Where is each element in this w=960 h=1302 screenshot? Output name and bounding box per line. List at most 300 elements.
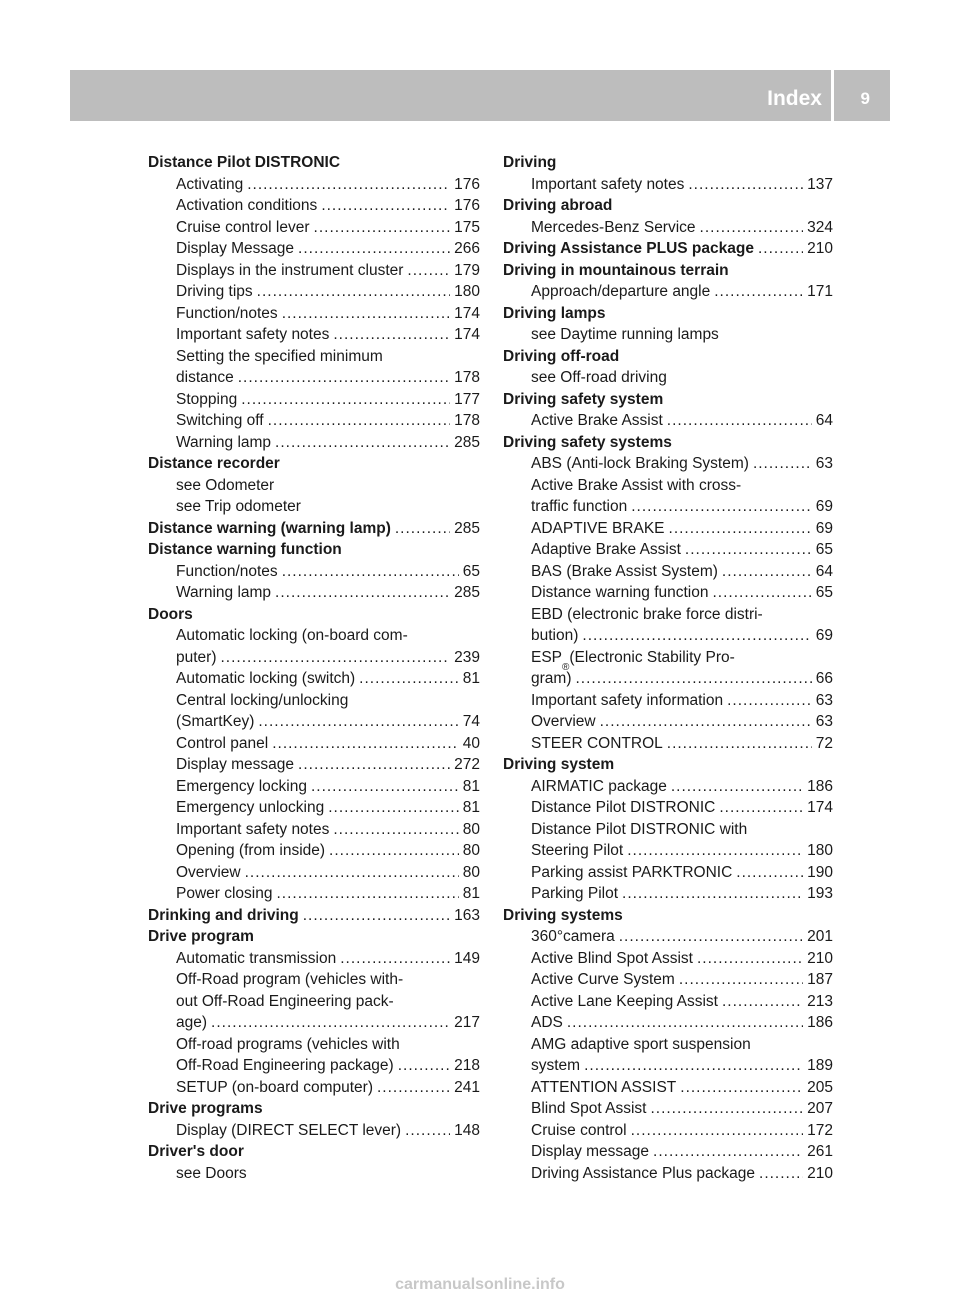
leader-dots bbox=[282, 303, 450, 325]
sub-entry[interactable] bbox=[148, 238, 480, 260]
sub-entry[interactable] bbox=[503, 969, 833, 991]
page-ref[interactable]: 174 bbox=[454, 326, 480, 343]
index-line[interactable] bbox=[531, 1012, 833, 1034]
index-line[interactable] bbox=[176, 582, 480, 604]
index-line[interactable] bbox=[176, 1055, 480, 1077]
page-ref[interactable]: 80 bbox=[462, 863, 480, 881]
index-line[interactable] bbox=[531, 969, 833, 991]
index-line[interactable] bbox=[176, 496, 480, 518]
sub-entry[interactable] bbox=[148, 217, 480, 239]
index-line bbox=[176, 991, 480, 1013]
sub-entry[interactable] bbox=[503, 1012, 833, 1034]
sub-entry-text-cont: puter) bbox=[176, 648, 217, 666]
sub-entry[interactable] bbox=[148, 840, 480, 862]
index-line[interactable] bbox=[176, 174, 480, 196]
sub-entry-text: Distance warning function bbox=[531, 584, 709, 601]
index-line[interactable] bbox=[176, 797, 480, 819]
leader-dots bbox=[238, 367, 450, 389]
index-line[interactable] bbox=[176, 1163, 480, 1185]
leader-dots bbox=[398, 1055, 450, 1077]
page-ref[interactable]: 171 bbox=[807, 283, 833, 300]
sub-entry-text: Emergency locking bbox=[176, 777, 307, 795]
index-line[interactable] bbox=[531, 1077, 833, 1099]
page-ref[interactable]: 163 bbox=[454, 906, 480, 924]
page-ref[interactable]: 324 bbox=[807, 218, 833, 236]
sub-entry-text: Adaptive Brake Assist bbox=[531, 541, 681, 558]
sub-entry-text: Activating bbox=[176, 175, 244, 193]
index-line[interactable] bbox=[531, 991, 833, 1013]
page-ref[interactable]: 80 bbox=[462, 842, 480, 859]
page-ref[interactable]: 174 bbox=[807, 799, 833, 816]
entry-heading: Driving in mountainous terrain bbox=[503, 261, 729, 279]
leader-dots bbox=[582, 625, 811, 647]
index-line[interactable] bbox=[531, 217, 833, 239]
sub-entry-text: Parking assist PARKTRONIC bbox=[531, 863, 733, 881]
page-ref[interactable]: 64 bbox=[815, 562, 833, 580]
sub-entry-text: Off-road programs (vehicles with bbox=[176, 1035, 400, 1053]
index-line[interactable] bbox=[531, 776, 833, 798]
index-line[interactable] bbox=[531, 883, 833, 905]
index-entry bbox=[148, 604, 480, 905]
sub-entry-text: Automatic transmission bbox=[176, 949, 337, 967]
page-ref[interactable]: 207 bbox=[807, 1100, 833, 1117]
sub-entry[interactable] bbox=[148, 754, 480, 776]
page-ref[interactable]: 186 bbox=[807, 777, 833, 795]
leader-dots bbox=[667, 733, 812, 755]
index-line[interactable] bbox=[531, 367, 833, 389]
sub-entry-text-cont: (SmartKey) bbox=[176, 713, 255, 730]
page-ref[interactable]: 210 bbox=[807, 240, 833, 257]
leader-dots bbox=[314, 217, 451, 239]
index-line[interactable] bbox=[176, 647, 480, 669]
page-ref[interactable]: 213 bbox=[807, 992, 833, 1010]
sub-entry-text: Automatic locking (on-board com- bbox=[176, 627, 408, 644]
leader-dots bbox=[713, 582, 812, 604]
sub-entry[interactable] bbox=[148, 625, 480, 668]
leader-dots bbox=[753, 453, 812, 475]
page-ref[interactable]: 63 bbox=[815, 713, 833, 730]
sub-entry[interactable] bbox=[503, 518, 833, 540]
index-line[interactable] bbox=[531, 324, 833, 346]
leader-dots bbox=[714, 281, 803, 303]
sub-entry[interactable] bbox=[148, 1120, 480, 1142]
sub-entry[interactable] bbox=[148, 969, 480, 1034]
page-ref[interactable]: 69 bbox=[815, 627, 833, 644]
index-line[interactable] bbox=[531, 797, 833, 819]
sub-entry[interactable] bbox=[503, 604, 833, 647]
sub-entry[interactable] bbox=[148, 260, 480, 282]
index-line[interactable] bbox=[148, 905, 480, 927]
sub-entry[interactable] bbox=[148, 346, 480, 389]
leader-dots bbox=[759, 1163, 803, 1185]
index-line[interactable] bbox=[148, 518, 480, 540]
sub-entry-text-cont: out Off-Road Engineering pack- bbox=[176, 992, 394, 1010]
sub-entry-text: Display message bbox=[176, 756, 295, 773]
sub-entry[interactable] bbox=[503, 948, 833, 970]
sub-entry-text: Emergency unlocking bbox=[176, 799, 325, 816]
page-ref[interactable]: 189 bbox=[807, 1057, 833, 1074]
index-entry bbox=[503, 754, 833, 905]
sub-entry[interactable] bbox=[148, 195, 480, 217]
sub-entry-text: Active Blind Spot Assist bbox=[531, 949, 693, 967]
page-ref[interactable]: 81 bbox=[462, 885, 480, 902]
sub-entry-text: Automatic locking (switch) bbox=[176, 670, 356, 687]
entry-heading: Drive program bbox=[148, 928, 254, 945]
index-line[interactable] bbox=[531, 518, 833, 540]
entry-heading: Driving safety systems bbox=[503, 433, 672, 451]
sub-entry-text: Opening (from inside) bbox=[176, 842, 326, 859]
leader-dots bbox=[258, 711, 458, 733]
index-line[interactable] bbox=[176, 776, 480, 798]
page-ref[interactable]: 186 bbox=[807, 1014, 833, 1031]
index-line[interactable] bbox=[531, 1141, 833, 1163]
sub-entry[interactable] bbox=[503, 475, 833, 518]
sub-entry[interactable] bbox=[503, 174, 833, 196]
sub-entry[interactable] bbox=[503, 1163, 833, 1185]
sub-entry[interactable] bbox=[148, 324, 480, 346]
index-line[interactable] bbox=[531, 1055, 833, 1077]
index-entry bbox=[503, 303, 833, 346]
page-ref[interactable]: 69 bbox=[815, 498, 833, 515]
sub-entry[interactable] bbox=[503, 862, 833, 884]
page-ref[interactable]: 201 bbox=[807, 928, 833, 945]
sub-entry[interactable] bbox=[148, 496, 480, 518]
index-line[interactable] bbox=[176, 1012, 480, 1034]
index-line[interactable] bbox=[531, 668, 833, 690]
entry-heading: Driving abroad bbox=[503, 197, 613, 214]
index-line[interactable] bbox=[531, 840, 833, 862]
index-line[interactable] bbox=[531, 582, 833, 604]
sub-entry[interactable] bbox=[503, 991, 833, 1013]
sub-entry[interactable] bbox=[148, 883, 480, 905]
leader-dots bbox=[311, 776, 459, 798]
sub-entry-text-cont: traffic function bbox=[531, 498, 628, 515]
index-entry bbox=[503, 346, 833, 389]
page-ref[interactable]: 63 bbox=[815, 455, 833, 472]
sub-entry[interactable] bbox=[148, 281, 480, 303]
index-line[interactable] bbox=[176, 948, 480, 970]
sub-entry-text: see Off-road driving bbox=[531, 369, 667, 386]
index-line[interactable] bbox=[176, 475, 480, 497]
index-line bbox=[531, 604, 833, 626]
sub-entry[interactable] bbox=[148, 389, 480, 411]
sub-entry[interactable] bbox=[503, 281, 833, 303]
index-entry bbox=[503, 195, 833, 238]
sub-entry[interactable] bbox=[148, 1077, 480, 1099]
index-line[interactable] bbox=[531, 561, 833, 583]
leader-dots bbox=[619, 926, 803, 948]
index-line[interactable] bbox=[531, 281, 833, 303]
page-ref[interactable]: 285 bbox=[454, 584, 480, 601]
index-line[interactable] bbox=[176, 389, 480, 411]
sub-entry-text: Active Brake Assist bbox=[531, 412, 663, 429]
index-line bbox=[176, 625, 480, 647]
sub-entry[interactable] bbox=[148, 948, 480, 970]
page-ref[interactable]: 285 bbox=[454, 519, 480, 537]
index-line[interactable] bbox=[531, 1120, 833, 1142]
sub-entry[interactable] bbox=[503, 539, 833, 561]
index-line bbox=[176, 1034, 480, 1056]
sub-entry[interactable] bbox=[148, 174, 480, 196]
index-line bbox=[176, 690, 480, 712]
entry-heading: Drinking and driving bbox=[148, 906, 299, 924]
sub-entry[interactable] bbox=[148, 1034, 480, 1077]
sub-entry[interactable] bbox=[503, 1098, 833, 1120]
sub-entry[interactable] bbox=[503, 582, 833, 604]
leader-dots bbox=[245, 862, 459, 884]
sub-entry[interactable] bbox=[503, 1034, 833, 1077]
sub-entry-text: Active Lane Keeping Assist bbox=[531, 992, 718, 1010]
index-line[interactable] bbox=[176, 840, 480, 862]
sub-entry[interactable] bbox=[503, 711, 833, 733]
sub-entry[interactable] bbox=[503, 690, 833, 712]
sub-entry[interactable] bbox=[148, 668, 480, 690]
sub-entry[interactable] bbox=[148, 582, 480, 604]
leader-dots bbox=[211, 1012, 450, 1034]
page-ref[interactable]: 72 bbox=[815, 734, 833, 752]
index-line[interactable] bbox=[176, 862, 480, 884]
leader-dots bbox=[584, 1055, 803, 1077]
sub-entry[interactable] bbox=[503, 217, 833, 239]
index-line[interactable] bbox=[176, 217, 480, 239]
page-ref[interactable]: 176 bbox=[454, 175, 480, 193]
sub-entry[interactable] bbox=[503, 367, 833, 389]
sub-entry-text: Display message bbox=[531, 1143, 650, 1160]
entry-heading: Doors bbox=[148, 605, 193, 623]
page-ref[interactable]: 176 bbox=[454, 197, 480, 214]
sub-entry[interactable] bbox=[503, 733, 833, 755]
page-ref[interactable]: 149 bbox=[454, 949, 480, 967]
page-ref[interactable]: 40 bbox=[462, 734, 480, 752]
leader-dots bbox=[736, 862, 803, 884]
sub-entry[interactable] bbox=[503, 453, 833, 475]
index-line[interactable] bbox=[176, 668, 480, 690]
leader-dots bbox=[277, 883, 459, 905]
page-ref[interactable]: 148 bbox=[454, 1121, 480, 1139]
page-ref[interactable]: 80 bbox=[462, 820, 480, 838]
index-line[interactable] bbox=[531, 733, 833, 755]
index-line[interactable] bbox=[531, 410, 833, 432]
index-line[interactable] bbox=[176, 819, 480, 841]
leader-dots bbox=[340, 948, 450, 970]
index-line[interactable] bbox=[176, 432, 480, 454]
index-line[interactable] bbox=[176, 711, 480, 733]
sub-entry-text: Control panel bbox=[176, 734, 269, 752]
page-ref[interactable]: 205 bbox=[807, 1078, 833, 1096]
index-line[interactable] bbox=[176, 410, 480, 432]
page-ref[interactable]: 174 bbox=[454, 304, 480, 322]
index-line[interactable] bbox=[176, 883, 480, 905]
index-column-left bbox=[148, 152, 480, 1184]
page-ref[interactable]: 193 bbox=[807, 885, 833, 902]
sub-entry-text: Warning lamp bbox=[176, 433, 272, 451]
sub-entry[interactable] bbox=[503, 926, 833, 948]
index-line[interactable] bbox=[176, 733, 480, 755]
page-ref[interactable]: 239 bbox=[454, 648, 480, 666]
sub-entry-text: Important safety information bbox=[531, 691, 724, 709]
sub-entry[interactable] bbox=[148, 776, 480, 798]
sub-entry[interactable] bbox=[503, 324, 833, 346]
index-line[interactable] bbox=[176, 303, 480, 325]
index-line[interactable] bbox=[531, 1098, 833, 1120]
index-line[interactable] bbox=[176, 1120, 480, 1142]
index-line[interactable] bbox=[531, 496, 833, 518]
sub-entry-text: SETUP (on-board computer) bbox=[176, 1078, 373, 1096]
sub-entry[interactable] bbox=[148, 733, 480, 755]
page-ref[interactable]: 81 bbox=[462, 670, 480, 687]
leader-dots bbox=[282, 561, 459, 583]
sub-entry[interactable] bbox=[148, 797, 480, 819]
page-ref[interactable]: 137 bbox=[807, 175, 833, 193]
entry-heading: Driving off-road bbox=[503, 347, 620, 365]
leader-dots bbox=[359, 668, 459, 690]
sub-entry-text: Central locking/unlocking bbox=[176, 691, 349, 709]
index-line[interactable] bbox=[531, 174, 833, 196]
leader-dots bbox=[241, 389, 450, 411]
page-ref[interactable]: 178 bbox=[454, 369, 480, 386]
page-ref[interactable]: 261 bbox=[807, 1143, 833, 1160]
page-ref[interactable]: 241 bbox=[454, 1078, 480, 1096]
index-line[interactable] bbox=[176, 238, 480, 260]
index-line[interactable] bbox=[531, 539, 833, 561]
sub-entry[interactable] bbox=[148, 303, 480, 325]
entry-heading: Driving bbox=[503, 154, 557, 171]
entry-heading: Driving safety system bbox=[503, 390, 664, 408]
sub-entry[interactable] bbox=[503, 776, 833, 798]
page-ref[interactable]: 266 bbox=[454, 240, 480, 257]
sub-entry[interactable] bbox=[148, 410, 480, 432]
sub-entry[interactable] bbox=[503, 883, 833, 905]
sub-entry[interactable] bbox=[148, 862, 480, 884]
page-ref[interactable]: 187 bbox=[807, 971, 833, 988]
leader-dots bbox=[407, 260, 450, 282]
index-line[interactable] bbox=[503, 238, 833, 260]
page-ref[interactable]: 218 bbox=[454, 1057, 480, 1074]
index-line[interactable] bbox=[531, 926, 833, 948]
page-ref[interactable]: 179 bbox=[454, 261, 480, 279]
leader-dots bbox=[321, 195, 450, 217]
index-entry bbox=[148, 518, 480, 540]
index-entry bbox=[148, 152, 480, 453]
leader-dots bbox=[631, 1120, 804, 1142]
index-line[interactable] bbox=[176, 1077, 480, 1099]
page-ref[interactable]: 190 bbox=[807, 863, 833, 881]
sub-entry[interactable] bbox=[503, 797, 833, 819]
index-entry bbox=[148, 926, 480, 1098]
page-ref[interactable]: 69 bbox=[815, 519, 833, 537]
page-ref[interactable]: 180 bbox=[454, 283, 480, 300]
page-ref[interactable]: 81 bbox=[462, 777, 480, 795]
index-line[interactable] bbox=[176, 281, 480, 303]
sub-entry[interactable] bbox=[148, 475, 480, 497]
page-ref[interactable]: 65 bbox=[815, 541, 833, 558]
page-ref[interactable]: 178 bbox=[454, 412, 480, 429]
sub-entry-text: AIRMATIC package bbox=[531, 777, 667, 795]
sub-entry-text: Distance Pilot DISTRONIC with bbox=[531, 820, 748, 838]
leader-dots bbox=[303, 905, 450, 927]
sub-entry[interactable] bbox=[503, 1120, 833, 1142]
page-ref[interactable]: 285 bbox=[454, 433, 480, 451]
sub-entry[interactable] bbox=[503, 561, 833, 583]
sub-entry-text: ADAPTIVE BRAKE bbox=[531, 519, 665, 537]
page-ref[interactable]: 63 bbox=[815, 691, 833, 709]
page-ref[interactable]: 66 bbox=[815, 670, 833, 687]
entry-heading: Distance recorder bbox=[148, 455, 280, 472]
index-line[interactable] bbox=[531, 948, 833, 970]
sub-entry[interactable] bbox=[148, 561, 480, 583]
leader-dots bbox=[669, 518, 812, 540]
sub-entry-text: Switching off bbox=[176, 412, 264, 429]
entry-heading: Drive programs bbox=[148, 1100, 263, 1117]
index-line[interactable] bbox=[531, 453, 833, 475]
leader-dots bbox=[329, 840, 459, 862]
index-line[interactable] bbox=[531, 690, 833, 712]
index-line[interactable] bbox=[531, 711, 833, 733]
index-line[interactable] bbox=[176, 195, 480, 217]
sub-entry[interactable] bbox=[503, 819, 833, 862]
leader-dots bbox=[722, 561, 812, 583]
sub-entry[interactable] bbox=[148, 690, 480, 733]
sub-entry[interactable] bbox=[503, 1141, 833, 1163]
sub-entry[interactable] bbox=[148, 819, 480, 841]
index-line[interactable] bbox=[531, 625, 833, 647]
page-ref[interactable]: 81 bbox=[462, 799, 480, 816]
leader-dots bbox=[685, 539, 812, 561]
sub-entry-text: see Trip odometer bbox=[176, 498, 301, 515]
header-divider bbox=[831, 70, 834, 121]
sub-entry-text: STEER CONTROL bbox=[531, 734, 663, 752]
page-ref[interactable]: 272 bbox=[454, 756, 480, 773]
sub-entry-text: 360°camera bbox=[531, 928, 615, 945]
sub-entry-text: Stopping bbox=[176, 390, 238, 408]
page-ref[interactable]: 74 bbox=[462, 713, 480, 730]
sub-entry[interactable] bbox=[503, 647, 833, 690]
sub-entry-text-cont: bution) bbox=[531, 627, 579, 644]
leader-dots bbox=[631, 496, 812, 518]
index-line[interactable] bbox=[176, 561, 480, 583]
sub-entry-text: Driving tips bbox=[176, 283, 253, 300]
page-ref[interactable]: 65 bbox=[815, 584, 833, 601]
sub-entry-text: Function/notes bbox=[176, 562, 278, 580]
index-line[interactable] bbox=[176, 754, 480, 776]
sub-entry[interactable] bbox=[503, 1077, 833, 1099]
sub-entry-text-cont: Off-Road Engineering package) bbox=[176, 1057, 394, 1074]
index-line[interactable] bbox=[176, 260, 480, 282]
index-line[interactable] bbox=[176, 324, 480, 346]
page-ref[interactable]: 65 bbox=[462, 562, 480, 580]
leader-dots bbox=[575, 668, 811, 690]
index-line[interactable] bbox=[176, 367, 480, 389]
page-ref[interactable]: 64 bbox=[815, 412, 833, 429]
page-ref[interactable]: 177 bbox=[454, 390, 480, 408]
page-ref[interactable]: 172 bbox=[807, 1121, 833, 1139]
sub-entry[interactable] bbox=[148, 1163, 480, 1185]
leader-dots bbox=[298, 238, 450, 260]
page-ref[interactable]: 210 bbox=[807, 949, 833, 967]
page-number: 9 bbox=[860, 89, 870, 108]
page-ref[interactable]: 180 bbox=[807, 842, 833, 859]
page-ref[interactable]: 210 bbox=[807, 1164, 833, 1182]
sub-entry[interactable] bbox=[148, 432, 480, 454]
page-ref[interactable]: 175 bbox=[454, 218, 480, 236]
leader-dots bbox=[722, 991, 803, 1013]
sub-entry[interactable] bbox=[503, 410, 833, 432]
index-line[interactable] bbox=[531, 862, 833, 884]
page-ref[interactable]: 217 bbox=[454, 1014, 480, 1031]
index-line[interactable] bbox=[531, 1163, 833, 1185]
sub-entry-text: Cruise control bbox=[531, 1121, 627, 1139]
sub-entry-text: Overview bbox=[531, 713, 596, 730]
